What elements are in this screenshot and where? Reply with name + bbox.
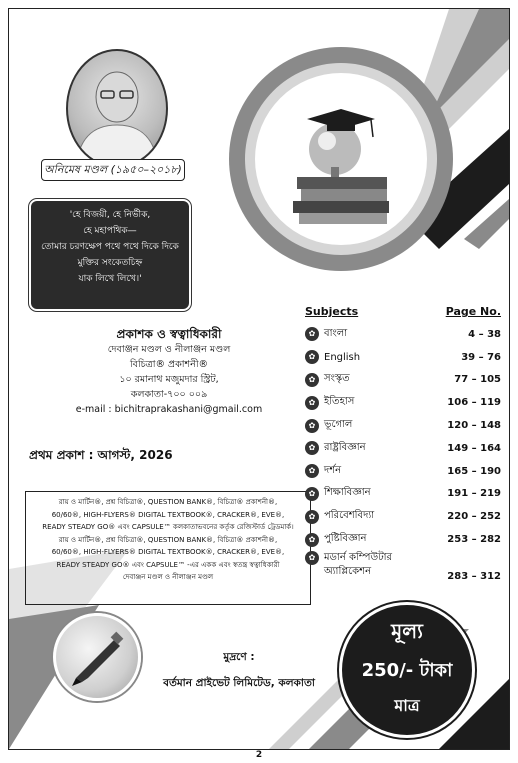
first-publication-value: আগস্ট, 2026 bbox=[97, 448, 173, 462]
publisher-owners: দেবাঞ্জন মণ্ডল ও নীলাঞ্জন মণ্ডল bbox=[107, 344, 231, 355]
trademark-line: READY STEADY GO® এবং CAPSULE™ -এর একক এবং স্বতন্ত্র স্বত্বাধিকারী bbox=[56, 560, 280, 569]
quote-line: মুক্তির সংকেতচিহ্ন bbox=[77, 258, 143, 268]
page-no-heading: Page No. bbox=[445, 305, 501, 318]
publisher-heading: প্রকাশক ও স্বত্বাধিকারী bbox=[116, 327, 222, 341]
bullet-logo-icon: ✿ bbox=[305, 327, 319, 341]
subject-row-nutrition: ✿ পুষ্টিবিজ্ঞান 253 – 282 bbox=[305, 528, 501, 551]
page-number: 2 bbox=[255, 750, 263, 760]
page-frame bbox=[8, 8, 510, 750]
subject-row-geography: ✿ ভূগোল 120 – 148 bbox=[305, 414, 501, 437]
bullet-logo-icon: ✿ bbox=[305, 419, 319, 433]
bullet-logo-icon: ✿ bbox=[305, 350, 319, 364]
price-badge bbox=[342, 605, 472, 735]
printer-label: মুদ্রণে : bbox=[223, 651, 255, 663]
subject-index-header bbox=[305, 305, 501, 323]
printer-name: বর্তমান প্রাইভেট লিমিটেড, কলকাতা bbox=[163, 677, 315, 689]
author-name-plate: অনিমেষ মণ্ডল (১৯৫০–২০১৮) bbox=[41, 159, 185, 181]
trademark-line: READY STEADY GO® এবং CAPSULE™ কলকাতাভবনের কর্তৃক রেজিস্টার্ড ট্রেডমার্ক। bbox=[42, 523, 294, 531]
quote-line: যাক লিখে লিখে।' bbox=[78, 274, 142, 284]
publisher-address: ১০ রমানাথ মজুমদার স্ট্রিট, bbox=[119, 374, 219, 385]
price-label: মূল্য bbox=[391, 619, 423, 643]
bullet-logo-icon: ✿ bbox=[305, 396, 319, 410]
subjects-heading: Subjects bbox=[305, 305, 359, 318]
quote-line: হে মহাপথিক— bbox=[83, 226, 137, 236]
subject-row-english: ✿ English 39 – 76 bbox=[305, 346, 501, 369]
person-icon bbox=[68, 51, 166, 166]
bullet-logo-icon: ✿ bbox=[305, 533, 319, 547]
trademark-line: রায় ও মার্টিন®, প্রশ্ন বিচিত্রা®, QUESTION BANK®, বিচিত্রা® প্রকাশনী®, bbox=[58, 498, 278, 506]
subject-row-philosophy: ✿ দর্শন 165 – 190 bbox=[305, 460, 501, 483]
trademark-notice bbox=[25, 491, 311, 605]
trademark-line: 60/60®, HIGH-FLYERS® DIGITAL TEXTBOOK®, CRACKER®, EVE®, bbox=[51, 548, 285, 556]
publisher-city: কলকাতা-৭০০ ০০৯ bbox=[130, 389, 208, 400]
bullet-logo-icon: ✿ bbox=[305, 487, 319, 501]
first-publication-label: প্রথম প্রকাশ : bbox=[29, 448, 94, 462]
publisher-name: বিচিত্রা® প্রকাশনী® bbox=[129, 359, 209, 370]
first-publication bbox=[29, 447, 173, 467]
printer-block bbox=[139, 644, 339, 696]
subject-row-bangla: ✿ বাংলা 4 – 38 bbox=[305, 323, 501, 346]
publisher-email: e-mail : bichitraprakashani@gmail.com bbox=[75, 404, 263, 415]
price-suffix: মাত্র bbox=[394, 696, 420, 715]
quote-line: 'হে বিজয়ী, হে নির্ভীক, bbox=[69, 210, 151, 220]
subject-row-computer: ✿ মডার্ন কম্পিউটার অ্যাপ্লিকেশন 283 – 312 bbox=[305, 551, 501, 585]
bullet-logo-icon: ✿ bbox=[305, 551, 319, 565]
subject-row-sanskrit: ✿ সংস্কৃত 77 – 105 bbox=[305, 369, 501, 392]
price-amount: 250/- টাকা bbox=[361, 660, 453, 681]
bullet-logo-icon: ✿ bbox=[305, 441, 319, 455]
subject-index bbox=[305, 305, 501, 585]
publisher-block bbox=[69, 327, 269, 417]
author-portrait bbox=[66, 49, 168, 168]
fountain-pen-icon bbox=[56, 616, 138, 698]
subject-row-history: ✿ ইতিহাস 106 – 119 bbox=[305, 391, 501, 414]
trademark-line: দেবাঞ্জন মণ্ডল ও নীলাঞ্জন মণ্ডল bbox=[122, 573, 214, 581]
trademark-line: 60/60®, HIGH-FLYERS® DIGITAL TEXTBOOK®, CRACKER®, EVE®, bbox=[51, 510, 285, 519]
subject-row-education: ✿ শিক্ষাবিজ্ঞান 191 – 219 bbox=[305, 483, 501, 506]
bullet-logo-icon: ✿ bbox=[305, 464, 319, 478]
quote-line: তোমার চরণক্ষেপ পথে পথে দিকে দিকে bbox=[41, 242, 179, 252]
pen-emblem bbox=[53, 613, 141, 701]
subject-row-environment: ✿ পরিবেশবিদ্যা 220 – 252 bbox=[305, 505, 501, 528]
trademark-line: রায় ও মার্টিন®, প্রশ্ন বিচিত্রা®, QUESTION BANK®, বিচিত্রা® প্রকাশনী®, bbox=[58, 535, 278, 544]
tagore-quote bbox=[31, 201, 189, 309]
bullet-logo-icon: ✿ bbox=[305, 373, 319, 387]
subject-row-political-science: ✿ রাষ্ট্রবিজ্ঞান 149 – 164 bbox=[305, 437, 501, 460]
bullet-logo-icon: ✿ bbox=[305, 510, 319, 524]
